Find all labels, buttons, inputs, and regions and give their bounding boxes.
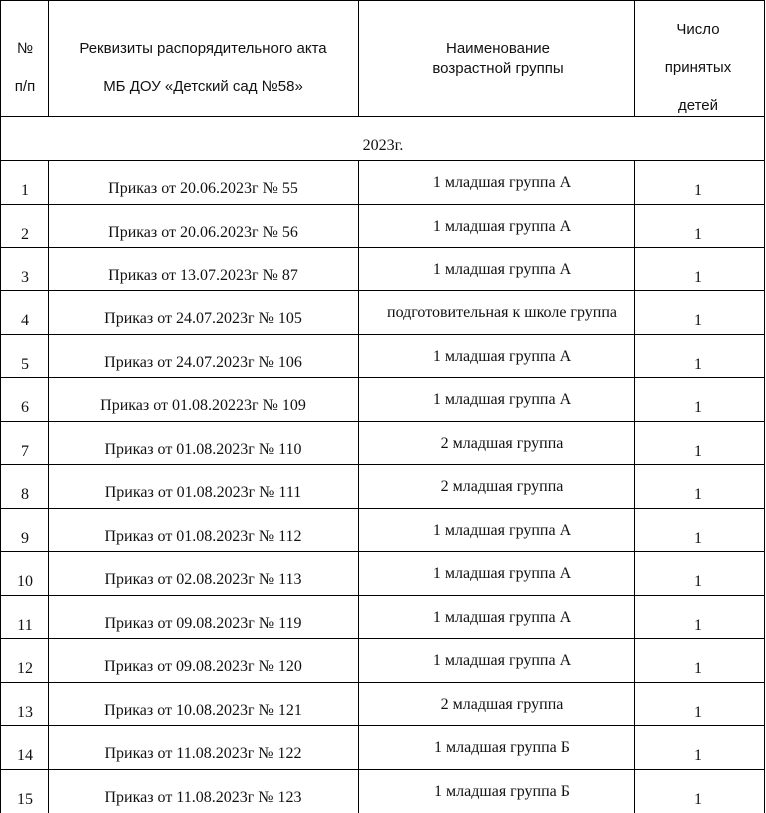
- row-group: 1 младшая группа А: [432, 218, 572, 235]
- row-border: [0, 0, 765, 1]
- row-group: 2 младшая группа: [440, 435, 564, 452]
- row-group: 1 младшая группа А: [432, 391, 572, 408]
- row-border: [0, 551, 765, 552]
- row-num: 14: [17, 747, 33, 764]
- row-count: 1: [694, 486, 702, 503]
- row-group: 1 младшая группа А: [432, 261, 572, 278]
- row-act: Приказ от 10.08.2023г № 121: [104, 702, 302, 719]
- row-count: 1: [694, 660, 702, 677]
- header-act-line2: МБ ДОУ «Детский сад №58»: [103, 78, 303, 95]
- row-num: 10: [17, 573, 33, 590]
- row-act: Приказ от 09.08.2023г № 119: [104, 615, 302, 632]
- row-num: 8: [21, 486, 29, 503]
- row-num: 5: [21, 356, 29, 373]
- row-act: Приказ от 24.07.2023г № 105: [104, 310, 302, 327]
- row-count: 1: [694, 269, 702, 286]
- header-group-line1: Наименование: [446, 40, 550, 57]
- row-act: Приказ от 01.08.20223г № 109: [100, 397, 306, 414]
- row-act: Приказ от 11.08.2023г № 123: [104, 789, 302, 806]
- row-border: [0, 334, 765, 335]
- row-group: 1 младшая группа А: [432, 609, 572, 626]
- header-num-line2: п/п: [14, 78, 36, 95]
- row-group: подготовительная к школе группа: [387, 304, 617, 321]
- row-count: 1: [694, 356, 702, 373]
- year-label: 2023г.: [362, 137, 404, 154]
- row-num: 4: [21, 312, 29, 329]
- row-border: [0, 377, 765, 378]
- row-count: 1: [694, 747, 702, 764]
- row-count: 1: [694, 312, 702, 329]
- row-count: 1: [694, 443, 702, 460]
- row-num: 13: [17, 704, 33, 721]
- table-border-left: [0, 0, 1, 813]
- header-count-line2: принятых: [664, 59, 732, 76]
- table-border-right: [764, 0, 765, 813]
- row-num: 15: [17, 791, 33, 808]
- row-act: Приказ от 20.06.2023г № 56: [108, 224, 298, 241]
- row-act: Приказ от 02.08.2023г № 113: [104, 571, 302, 588]
- row-group: 1 младшая группа Б: [434, 783, 570, 800]
- column-border: [358, 0, 359, 116]
- row-border: [0, 508, 765, 509]
- row-border: [0, 290, 765, 291]
- row-act: Приказ от 01.08.2023г № 111: [104, 484, 302, 501]
- row-count: 1: [694, 573, 702, 590]
- row-group: 1 младшая группа Б: [434, 739, 570, 756]
- row-act: Приказ от 01.08.2023г № 110: [104, 441, 302, 458]
- row-num: 3: [21, 269, 29, 286]
- row-num: 1: [21, 182, 29, 199]
- header-act-line1: Реквизиты распорядительного акта: [79, 40, 327, 57]
- row-border: [0, 682, 765, 683]
- header-num-line1: №: [16, 40, 34, 57]
- row-num: 9: [21, 530, 29, 547]
- row-group: 1 младшая группа А: [432, 565, 572, 582]
- column-border: [48, 160, 49, 813]
- row-border: [0, 204, 765, 205]
- row-act: Приказ от 09.08.2023г № 120: [104, 658, 302, 675]
- row-act: Приказ от 13.07.2023г № 87: [108, 267, 298, 284]
- column-border: [634, 160, 635, 813]
- header-group-line2: возрастной группы: [432, 60, 564, 77]
- row-num: 2: [21, 226, 29, 243]
- row-border: [0, 421, 765, 422]
- row-border: [0, 247, 765, 248]
- row-act: Приказ от 20.06.2023г № 55: [108, 180, 298, 197]
- row-group: 1 младшая группа А: [432, 348, 572, 365]
- row-border: [0, 769, 765, 770]
- row-count: 1: [694, 704, 702, 721]
- row-group: 1 младшая группа А: [432, 522, 572, 539]
- row-border: [0, 725, 765, 726]
- row-count: 1: [694, 182, 702, 199]
- row-act: Приказ от 24.07.2023г № 106: [104, 354, 302, 371]
- row-act: Приказ от 01.08.2023г № 112: [104, 528, 302, 545]
- row-count: 1: [694, 791, 702, 808]
- row-group: 2 младшая группа: [440, 696, 564, 713]
- row-border: [0, 116, 765, 117]
- row-group: 1 младшая группа А: [432, 652, 572, 669]
- row-count: 1: [694, 226, 702, 243]
- column-border: [358, 160, 359, 813]
- row-num: 6: [21, 399, 29, 416]
- header-count-line1: Число: [676, 21, 720, 38]
- row-border: [0, 160, 765, 161]
- row-count: 1: [694, 530, 702, 547]
- row-num: 12: [17, 660, 33, 677]
- row-count: 1: [694, 399, 702, 416]
- row-num: 11: [17, 617, 33, 634]
- header-count-line3: детей: [677, 97, 719, 114]
- row-count: 1: [694, 617, 702, 634]
- row-group: 1 младшая группа А: [432, 174, 572, 191]
- row-num: 7: [21, 443, 29, 460]
- column-border: [634, 0, 635, 116]
- row-border: [0, 595, 765, 596]
- row-group: 2 младшая группа: [440, 478, 564, 495]
- row-act: Приказ от 11.08.2023г № 122: [104, 745, 302, 762]
- row-border: [0, 638, 765, 639]
- row-border: [0, 464, 765, 465]
- column-border: [48, 0, 49, 116]
